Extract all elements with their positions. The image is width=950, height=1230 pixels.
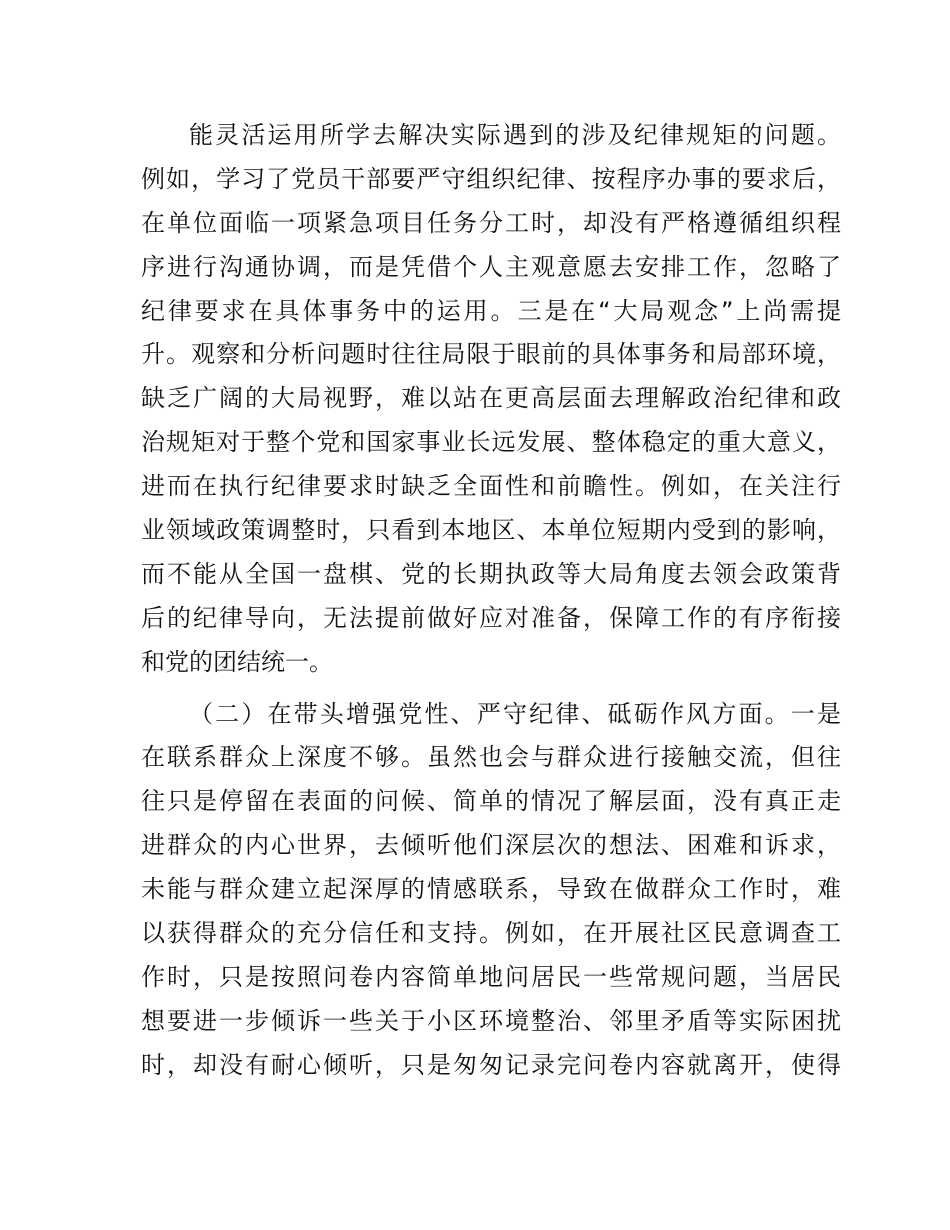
paragraph-line: 治规矩对于整个党和国家事业长远发展、整体稳定的重大意义，: [141, 428, 841, 457]
document-body: [141, 114, 841, 1088]
paragraph-line: 未能与群众建立起深厚的情感联系，导致在做群众工作时，难: [141, 875, 841, 904]
paragraph-line: 往只是停留在表面的问候、简单的情况了解层面，没有真正走: [141, 787, 841, 816]
paragraph-line: 而不能从全国一盘棋、党的长期执政等大局角度去领会政策背: [141, 559, 841, 588]
paragraph-2: [141, 693, 841, 1088]
paragraph-line: 序进行沟通协调，而是凭借个人主观意愿去安排工作，忽略了: [141, 252, 841, 281]
paragraph-line: 在联系群众上深度不够。虽然也会与群众进行接触交流，但往: [141, 743, 841, 772]
paragraph-line: 升。观察和分析问题时往往局限于眼前的具体事务和局部环境，: [141, 340, 841, 369]
paragraph-line: 和党的团结统一。: [141, 647, 333, 676]
paragraph-line: 进群众的内心世界，去倾听他们深层次的想法、困难和诉求，: [141, 831, 841, 860]
paragraph-line: 能灵活运用所学去解决实际遇到的涉及纪律规矩的问题。: [189, 121, 841, 149]
paragraph-line: （二）在带头增强党性、严守纪律、砥砺作风方面。一是: [189, 699, 841, 728]
paragraph-line: 进而在执行纪律要求时缺乏全面性和前瞻性。例如，在关注行: [141, 472, 841, 501]
paragraph-line: 业领域政策调整时，只看到本地区、本单位短期内受到的影响，: [141, 516, 841, 545]
paragraph-line: 以获得群众的充分信任和支持。例如，在开展社区民意调查工: [141, 919, 841, 948]
paragraph-line: 想要进一步倾诉一些关于小区环境整治、邻里矛盾等实际困扰: [141, 1006, 841, 1035]
paragraph-1: [141, 114, 841, 685]
paragraph-line: 作时，只是按照问卷内容简单地问居民一些常规问题，当居民: [141, 962, 841, 991]
paragraph-line: 后的纪律导向，无法提前做好应对准备，保障工作的有序衔接: [141, 603, 841, 632]
paragraph-line: 缺乏广阔的大局视野，难以站在更高层面去理解政治纪律和政: [141, 384, 841, 413]
paragraph-spacer: [141, 685, 841, 693]
paragraph-line: 纪律要求在具体事务中的运用。三是在“大局观念”上尚需提: [141, 296, 841, 325]
paragraph-line: 在单位面临一项紧急项目任务分工时，却没有严格遵循组织程: [141, 208, 841, 237]
paragraph-line: 例如，学习了党员干部要严守组织纪律、按程序办事的要求后，: [141, 164, 841, 193]
paragraph-line: 时，却没有耐心倾听，只是匆匆记录完问卷内容就离开，使得: [141, 1050, 841, 1079]
